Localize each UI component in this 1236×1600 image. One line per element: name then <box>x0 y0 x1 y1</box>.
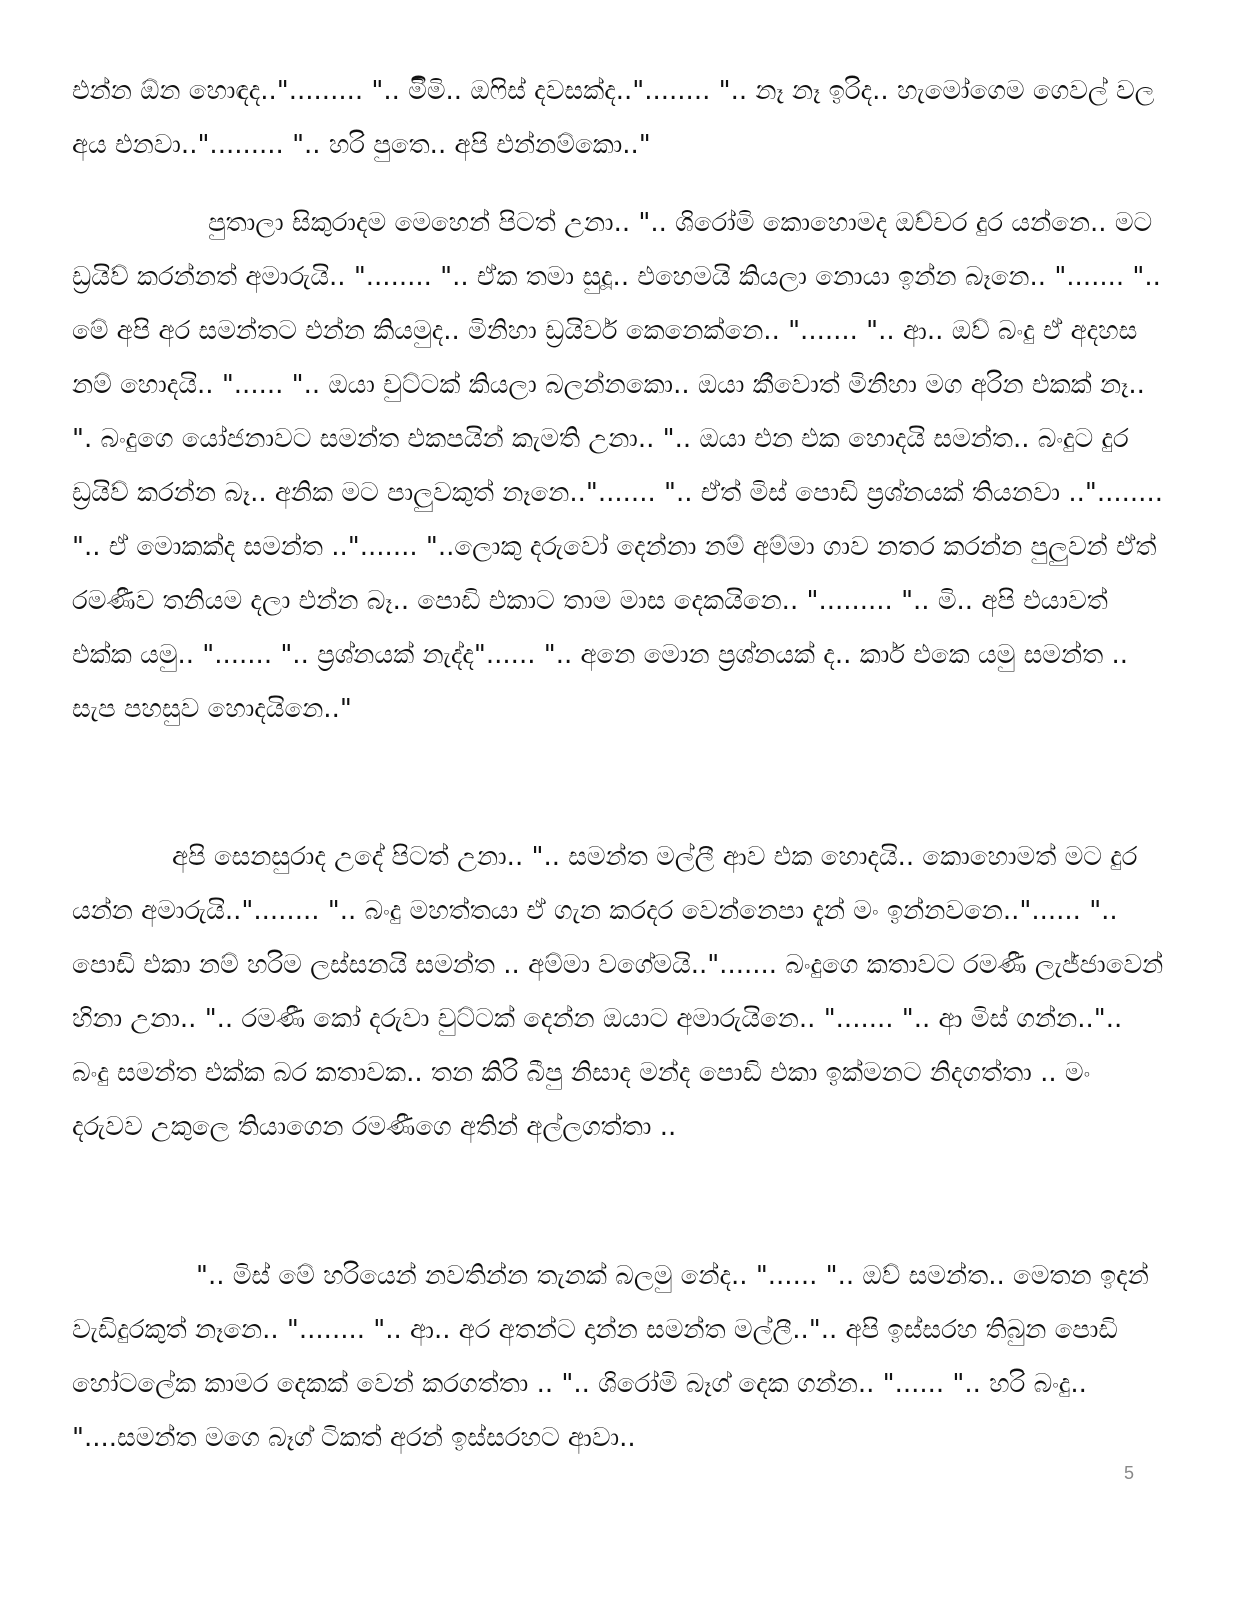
page-number: 5 <box>1123 1463 1134 1483</box>
paragraph-3: අපි සෙනසුරාද උදේ පිටත් උනා.. ".. සමන්ත මල්ලී ආව එක හොදයි.. කොහොමත් මට දුර යන්න අමාරුයි.."........ ".. බංදු මහත්තයා ඒ ගැන කරදර වෙන්නෙපා දැන් මං ඉන්නවනෙ.."...... ".. පොඩි එකා නම් හරිම ලස්සනයි සමන්ත .. අම්මා වගේමයි.."....... බංදුගෙ කතාවට රමණී ලැජ්ජාවෙන් හිනා උනා.. ".. රමණී කෝ දරුවා චුට්ටක් දෙන්න ඔයාට අමාරුයිනෙ.. "....... ".. ආ මිස් ගන්න..".. බංදු සමන්ත එක්ක බර කතාවක.. තන කිරි බීපු නිසාද මන්ද පොඩි එකා ඉක්මනට නිදගත්තා .. මං දරුවව උකුලෙ තියාගෙන රමණීගෙ අතින් අල්ලගත්තා .. <box>72 842 1164 1142</box>
paragraph-1: එන්න ඕන හොඳද.."......... ".. මිිමි.. ඔෆිස් දවසක්ද.."........ ".. නෑ නෑ ඉරිද.. හැමෝගෙම ගෙවල් වල අය එනවා.."......... ".. හරි පුතෙ.. අපි එන්නම්කො.." <box>72 76 1155 160</box>
paragraph-2: පුතාලා සිකුරාදම මෙහෙන් පිටත් උනා.. ".. ශිරෝමි කොහොමද ඔච්චර දුර යන්නෙ.. මට ඩ්‍රයිව් කරන්නත් අමාරුයි.. "........ ".. ඒක තමා සුදූ.. එහෙමයි කියලා නොයා ඉන්න බෑනෙ.. "....... ".. මේ අපි අර සමන්තට එන්න කියමුද.. මිනිහා ඩ්‍රයිවර් කෙනෙක්නෙ.. "....... ".. ආ.. ඔව් බංදු ඒ අදහස නම් හොදයි.. "...... ".. ඔයා චුට්ටක් කියලා බලන්නකො.. ඔයා කීවොත් මිනිහා මග අරින එකක් නෑ.. ". බංදුගෙ යෝජනාවට සමන්ත එකපයින් කැමති උනා.. ".. ඔයා එන එක හොදයි සමන්ත.. බංදුට දුර ඩ්‍රයිව් කරන්න බෑ.. අනික මට පාලුවකුත් නෑනෙ.."....... ".. ඒත් මිස් පොඩි ප්‍රශ්නයක් තියනවා .."........ ".. ඒ මොකක්ද සමන්ත .."....... "..ලොකු දරුවෝ දෙන්නා නම් අම්මා ගාව නතර කරන්න පුලුවන් ඒත් රමණීව තනියම දලා එන්න බෑ.. පොඩි එකාට තාම මාස දෙකයිනෙ.. "......... ".. මි.. අපි එයාවත් එක්ක යමු.. "....... ".. ප්‍රශ්නයක් නැද්ද"...... ".. අනෙ මොන ප්‍රශ්නයක් ද.. කාර් එකෙ යමු සමන්ත .. සැප පහසුව හොදයිනෙ.." <box>72 208 1163 724</box>
paragraph-4: ".. මිස් මේ හරියෙන් නවතින්න තැනක් බලමු නේද.. "...... ".. ඔව් සමන්ත.. මෙතන ඉදන් වැඩිදුරකුත් නෑනෙ.. "........ ".. ආ.. අර අතන්ට දාන්න සමන්ත මල්ලී..".. අපි ඉස්සරහ තිබුන පොඩි හෝටලේක කාමර දෙකක් වෙන් කරගත්තා .. ".. ශිරෝමි බෑග් දෙක ගන්න.. "...... ".. හරි බංදු.. "....සමන්ත මගෙ බෑග් ටිකත් අරන් ඉස්සරහට ආවා.. <box>72 1261 1149 1453</box>
